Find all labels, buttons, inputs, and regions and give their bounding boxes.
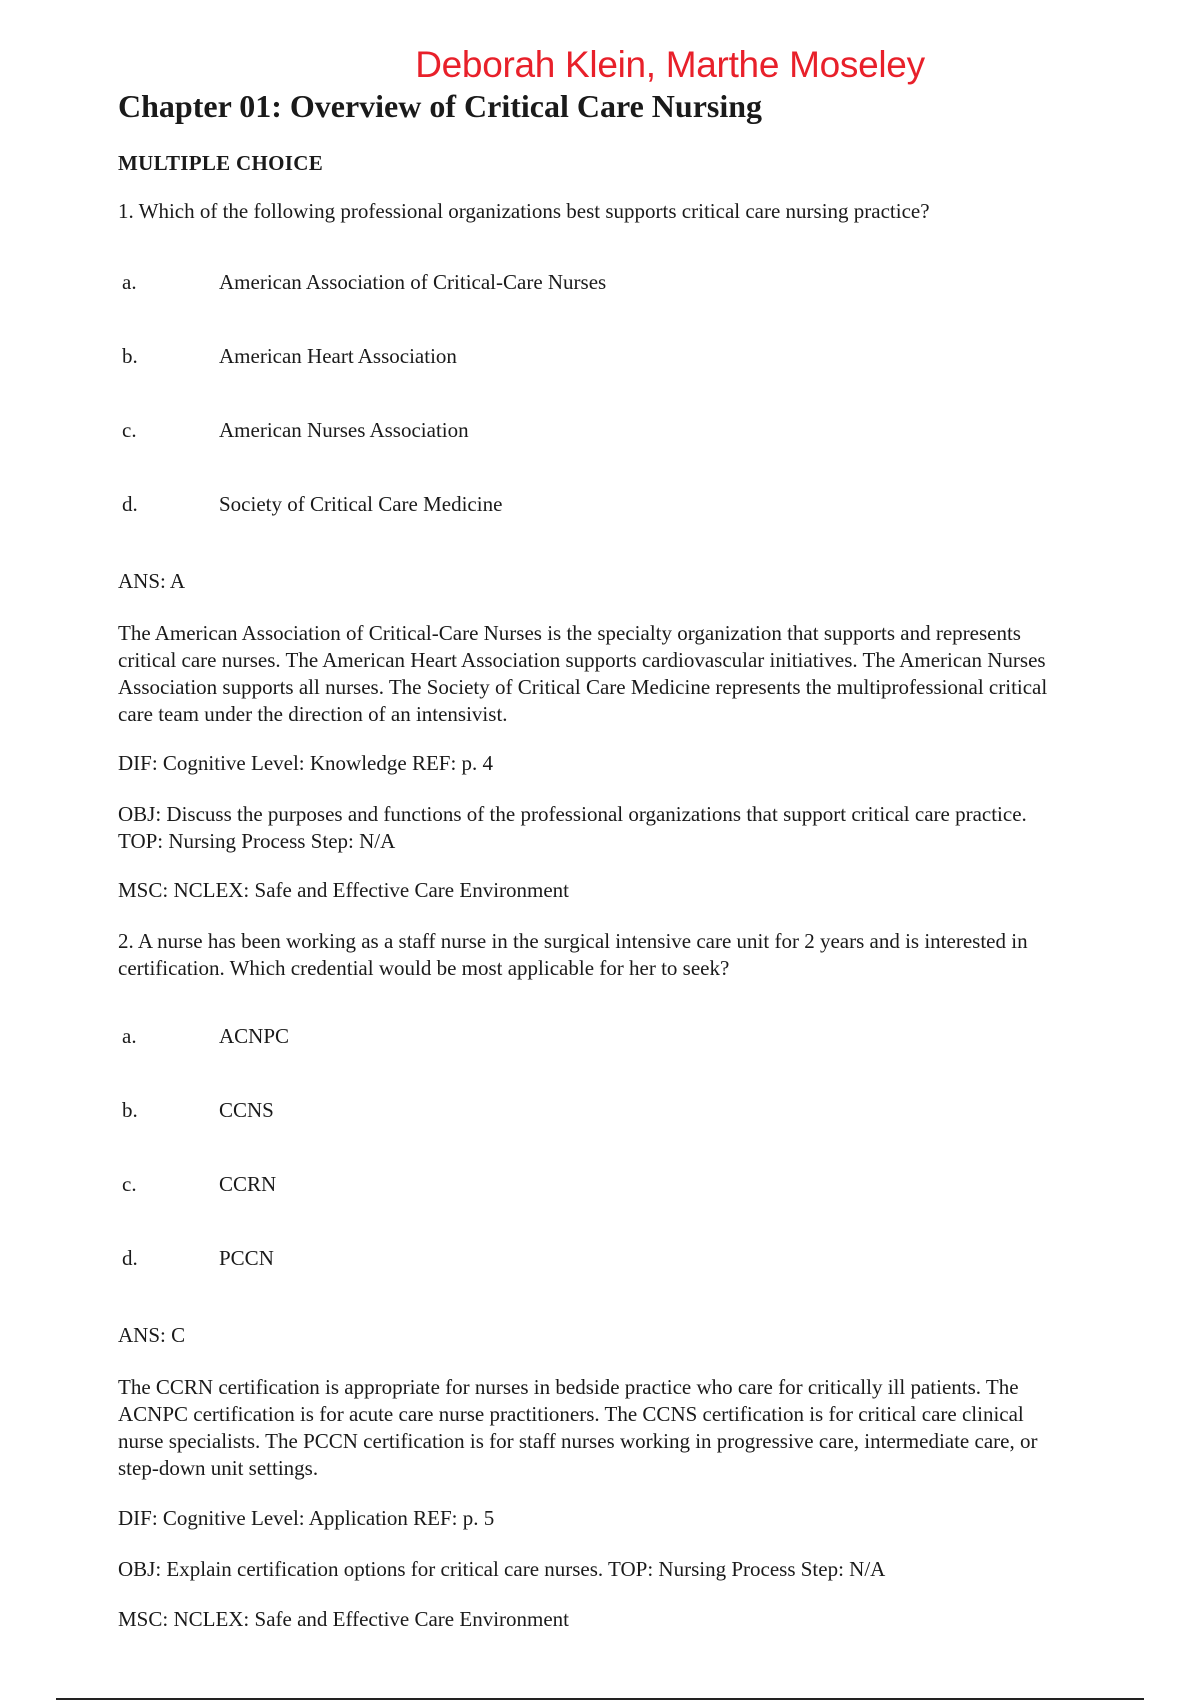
q1-option-a-text: American Association of Critical-Care Nurses [219, 270, 607, 294]
q2-option-a-letter: a. [122, 1024, 137, 1048]
q2-stem-line: certification. Which credential would be most applicable for her to seek? [118, 956, 730, 980]
q2-option-d-letter: d. [122, 1246, 138, 1270]
q2-option-b-letter: b. [122, 1098, 138, 1122]
q1-rationale-line: The American Association of Critical-Care Nurses is the specialty organization that supports and represents [118, 621, 1021, 645]
q1-option-c-text: American Nurses Association [219, 418, 469, 442]
q2-option-c-text: CCRN [219, 1172, 277, 1196]
question-1-stem: 1. Which of the following professional organizations best supports critical care nursing practice? [118, 199, 930, 223]
q2-rationale-line: ACNPC certification is for acute care nurse practitioners. The CCNS certification is for critical care clinical [118, 1402, 1024, 1426]
q1-difficulty: DIF: Cognitive Level: Knowledge REF: p. 4 [118, 751, 494, 775]
q2-rationale-line: nurse specialists. The PCCN certification is for staff nurses working in progressive care, intermediate care, or [118, 1429, 1038, 1453]
q2-rationale-line: step-down unit settings. [118, 1456, 319, 1480]
q2-option-c-letter: c. [122, 1172, 137, 1196]
q2-msc: MSC: NCLEX: Safe and Effective Care Environment [118, 1607, 570, 1631]
q1-rationale [118, 620, 1098, 728]
q1-objective-line: TOP: Nursing Process Step: N/A [118, 829, 396, 853]
q2-option-a-text: ACNPC [219, 1024, 290, 1048]
q1-option-b-text: American Heart Association [219, 344, 457, 368]
q1-option-b-letter: b. [122, 344, 138, 368]
q2-difficulty: DIF: Cognitive Level: Application REF: p. 5 [118, 1506, 495, 1530]
q1-rationale-line: care team under the direction of an intensivist. [118, 702, 508, 726]
q2-rationale [118, 1374, 1098, 1482]
q1-rationale-line: Association supports all nurses. The Society of Critical Care Medicine represents the multiprofessional critical [118, 675, 1048, 699]
chapter-title: Chapter 01: Overview of Critical Care Nursing [118, 88, 763, 124]
section-heading: MULTIPLE CHOICE [118, 151, 324, 175]
q1-objective [118, 801, 1098, 855]
q1-objective-line: OBJ: Discuss the purposes and functions of the professional organizations that support critical care practice. [118, 802, 1027, 826]
q1-option-d-text: Society of Critical Care Medicine [219, 492, 503, 516]
q1-option-d-letter: d. [122, 492, 138, 516]
q1-msc: MSC: NCLEX: Safe and Effective Care Environment [118, 878, 570, 902]
q2-stem-line: 2. A nurse has been working as a staff nurse in the surgical intensive care unit for 2 years and is interested in [118, 929, 1028, 953]
q2-rationale-line: The CCRN certification is appropriate for nurses in bedside practice who care for critically ill patients. The [118, 1375, 1019, 1399]
question-2-stem [118, 928, 1098, 982]
q2-option-d-text: PCCN [219, 1246, 274, 1270]
q2-option-b-text: CCNS [219, 1098, 274, 1122]
q1-answer: ANS: A [118, 569, 186, 593]
q1-option-c-letter: c. [122, 418, 137, 442]
author-names: Deborah Klein, Marthe Moseley [415, 44, 925, 85]
q1-rationale-line: critical care nurses. The American Heart Association supports cardiovascular initiatives. The American Nurses [118, 648, 1046, 672]
q2-objective: OBJ: Explain certification options for critical care nurses. TOP: Nursing Process Step: N/A [118, 1557, 886, 1581]
q2-answer: ANS: C [118, 1323, 186, 1347]
q1-option-a-letter: a. [122, 270, 137, 294]
